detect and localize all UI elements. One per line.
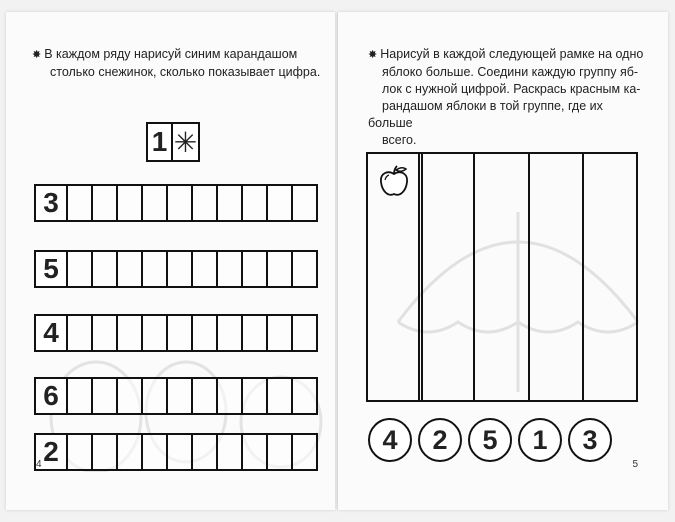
row-digit: 5: [34, 250, 68, 288]
drawing-cell[interactable]: [268, 314, 293, 352]
drawing-cell[interactable]: [93, 250, 118, 288]
drawing-cell[interactable]: [218, 433, 243, 471]
number-circle[interactable]: 5: [468, 418, 512, 462]
left-instruction: [32, 46, 332, 81]
right-instruction-line5: всего.: [382, 133, 417, 147]
drawing-cell[interactable]: [268, 250, 293, 288]
number-circle[interactable]: 4: [368, 418, 412, 462]
snowflake-bullet-icon: ✸: [32, 49, 42, 61]
number-circles: [368, 418, 612, 462]
number-row: [34, 377, 318, 415]
number-circle[interactable]: 3: [568, 418, 612, 462]
frame-3[interactable]: [475, 154, 530, 400]
drawing-cell[interactable]: [143, 314, 168, 352]
drawing-cell[interactable]: [68, 184, 93, 222]
drawing-cell[interactable]: [93, 314, 118, 352]
number-circle[interactable]: 1: [518, 418, 562, 462]
drawing-cell[interactable]: [168, 250, 193, 288]
apple-frames: [366, 152, 638, 402]
frame-1[interactable]: [368, 154, 420, 400]
drawing-cell[interactable]: [268, 377, 293, 415]
drawing-cell[interactable]: [68, 377, 93, 415]
drawing-cell[interactable]: [218, 377, 243, 415]
drawing-cell[interactable]: [93, 377, 118, 415]
left-page: [6, 12, 335, 510]
drawing-cell[interactable]: [143, 250, 168, 288]
drawing-cell[interactable]: [168, 433, 193, 471]
drawing-cell[interactable]: [143, 433, 168, 471]
frame-4[interactable]: [530, 154, 584, 400]
drawing-cell[interactable]: [68, 250, 93, 288]
drawing-cell[interactable]: [243, 184, 268, 222]
right-instruction-line2: яблоко больше. Соедини каждую группу яб-: [382, 65, 639, 79]
drawing-cell[interactable]: [243, 314, 268, 352]
left-instruction-line1: В каждом ряду нарисуй синим карандашом: [44, 47, 298, 61]
drawing-cell[interactable]: [193, 250, 218, 288]
drawing-cell[interactable]: [68, 433, 93, 471]
left-instruction-line2: столько снежинок, сколько показывает цифра.: [50, 65, 321, 79]
drawing-cell[interactable]: [143, 184, 168, 222]
drawing-cell[interactable]: [93, 433, 118, 471]
frame-2[interactable]: [423, 154, 475, 400]
apple-icon: [376, 164, 412, 200]
frame-5[interactable]: [584, 154, 636, 400]
drawing-cell[interactable]: [118, 433, 143, 471]
number-row: [34, 184, 318, 222]
drawing-cell[interactable]: [118, 250, 143, 288]
row-digit: 6: [34, 377, 68, 415]
drawing-cell[interactable]: [293, 184, 318, 222]
drawing-cell[interactable]: [193, 314, 218, 352]
right-instruction: [368, 46, 648, 149]
drawing-cell[interactable]: [193, 184, 218, 222]
number-row: [34, 314, 318, 352]
number-row: [34, 250, 318, 288]
right-instruction-line1: Нарисуй в каждой следующей рамке на одно: [380, 47, 644, 61]
drawing-cell[interactable]: [118, 377, 143, 415]
drawing-cell[interactable]: [218, 184, 243, 222]
snowflake-bullet-icon: ✸: [368, 49, 378, 61]
drawing-cell[interactable]: [293, 433, 318, 471]
drawing-cell[interactable]: [293, 377, 318, 415]
right-instruction-line3: лок с нужной цифрой. Раскрась красным ка-: [382, 82, 641, 96]
drawing-cell[interactable]: [68, 314, 93, 352]
drawing-cell[interactable]: [168, 184, 193, 222]
number-row: [34, 433, 318, 471]
drawing-cell[interactable]: [218, 314, 243, 352]
drawing-cell[interactable]: [268, 184, 293, 222]
number-circle[interactable]: 2: [418, 418, 462, 462]
row-digit: 4: [34, 314, 68, 352]
drawing-cell[interactable]: [193, 433, 218, 471]
drawing-cell[interactable]: [243, 377, 268, 415]
drawing-cell[interactable]: [168, 377, 193, 415]
drawing-cell[interactable]: [143, 377, 168, 415]
drawing-cell[interactable]: [243, 250, 268, 288]
drawing-cell[interactable]: [218, 250, 243, 288]
drawing-cell[interactable]: [118, 184, 143, 222]
left-page-number: 4: [36, 459, 42, 470]
drawing-cell[interactable]: [193, 377, 218, 415]
snowflake-icon: ✳: [173, 122, 200, 162]
row-digit: 3: [34, 184, 68, 222]
drawing-cell[interactable]: [93, 184, 118, 222]
drawing-cell[interactable]: [293, 250, 318, 288]
example-digit: 1: [146, 122, 173, 162]
drawing-cell[interactable]: [168, 314, 193, 352]
right-page: [338, 12, 668, 510]
row-digit: 2: [34, 433, 68, 471]
drawing-cell[interactable]: [243, 433, 268, 471]
example-box: [146, 122, 200, 162]
drawing-cell[interactable]: [293, 314, 318, 352]
right-page-number: 5: [632, 459, 638, 470]
drawing-cell[interactable]: [118, 314, 143, 352]
drawing-cell[interactable]: [268, 433, 293, 471]
right-instruction-line4: рандашом яблоки в той группе, где их больше: [368, 99, 603, 130]
